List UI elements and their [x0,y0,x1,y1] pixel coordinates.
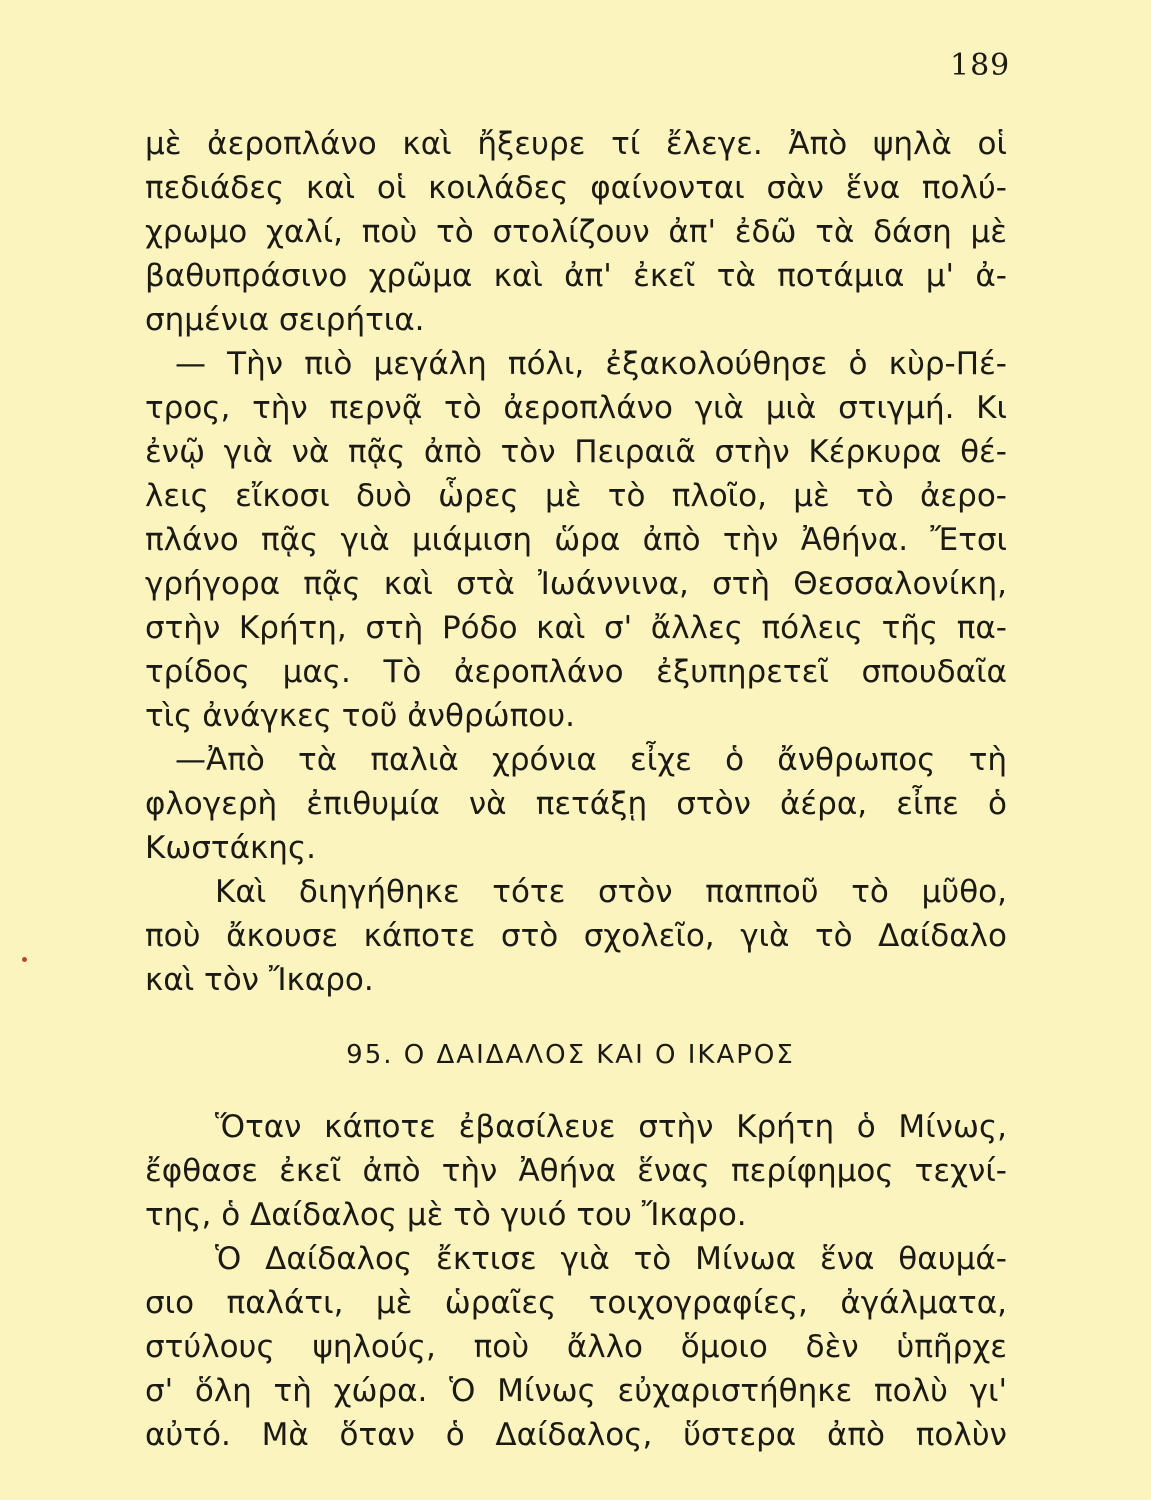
text-line: Ὁ Δαίδαλος ἔκτισε γιὰ τὸ Μίνωα ἕνα θαυμά- [215,1241,1007,1277]
text-line: καὶ τὸν Ἴκαρο. [145,962,374,998]
text-line: τρος, τὴν περνᾷ τὸ ἀεροπλάνο γιὰ μιὰ στιγμή. Κι [145,390,1007,426]
text-line: πεδιάδες καὶ οἱ κοιλάδες φαίνονται σὰν ἕνα πολύ- [145,170,1007,206]
text-line: ποὺ ἄκουσε κάποτε στὸ σχολεῖο, γιὰ τὸ Δαίδαλο [145,918,1007,954]
text-line: ἔφθασε ἐκεῖ ἀπὸ τὴν Ἀθήνα ἕνας περίφημος τεχνί- [145,1153,1007,1189]
text-line: βαθυπράσινο χρῶμα καὶ ἀπ' ἐκεῖ τὰ ποτάμια μ' ἀ- [145,258,1007,294]
text-line: πλάνο πᾷς γιὰ μιάμιση ὥρα ἀπὸ τὴν Ἀθήνα. Ἔτσι [145,522,1007,558]
text-line: αὐτό. Μὰ ὅταν ὁ Δαίδαλος, ὕστερα ἀπὸ πολὺν [145,1417,1007,1453]
text-line: σιο παλάτι, μὲ ὡραῖες τοιχογραφίες, ἀγάλματα, [145,1285,1007,1321]
text-line: στύλους ψηλούς, ποὺ ἄλλο ὅμοιο δὲν ὑπῆρχε [145,1329,1007,1365]
text-line: — Τὴν πιὸ μεγάλη πόλι, ἐξακολούθησε ὁ κὺρ-Πέ- [175,346,1007,382]
text-line: τρίδος μας. Τὸ ἀεροπλάνο ἐξυπηρετεῖ σπουδαῖα [145,654,1007,690]
text-line: τὶς ἀνάγκες τοῦ ἀνθρώπου. [145,698,576,734]
text-line: Ὅταν κάποτε ἐβασίλευε στὴν Κρήτη ὁ Μίνως, [215,1109,1007,1145]
text-line: μὲ ἀεροπλάνο καὶ ἤξευρε τί ἔλεγε. Ἀπὸ ψηλὰ οἱ [145,126,1007,162]
text-line: της, ὁ Δαίδαλος μὲ τὸ γυιό του Ἴκαρο. [145,1197,747,1233]
text-line: σημένια σειρήτια. [145,302,425,338]
text-line: γρήγορα πᾷς καὶ στὰ Ἰωάννινα, στὴ Θεσσαλονίκη, [145,566,1007,602]
ink-spot [22,957,27,962]
section-heading: 95. Ο ΔΑΙΔΑΛΟΣ ΚΑΙ Ο ΙΚΑΡΟΣ [346,1040,795,1070]
text-line: φλογερὴ ἐπιθυμία νὰ πετάξῃ στὸν ἀέρα, εἶπε ὁ [145,786,1007,822]
text-line: Καὶ διηγήθηκε τότε στὸν παπποῦ τὸ μῦθο, [215,874,1007,910]
text-line: Κωστάκης. [145,830,316,866]
text-line: ἐνῷ γιὰ νὰ πᾷς ἀπὸ τὸν Πειραιᾶ στὴν Κέρκυρα θέ- [145,434,1007,470]
text-line: στὴν Κρήτη, στὴ Ρόδο καὶ σ' ἄλλες πόλεις τῆς πα- [145,610,1007,646]
text-line: σ' ὅλη τὴ χώρα. Ὁ Μίνως εὐχαριστήθηκε πολὺ γι' [145,1373,1007,1409]
text-line: χρωμο χαλί, ποὺ τὸ στολίζουν ἀπ' ἐδῶ τὰ δάση μὲ [145,214,1007,250]
text-line: λεις εἴκοσι δυὸ ὧρες μὲ τὸ πλοῖο, μὲ τὸ ἀερο- [145,478,1007,514]
page-number: 189 [950,48,1011,83]
text-line: —Ἀπὸ τὰ παλιὰ χρόνια εἶχε ὁ ἄνθρωπος τὴ [175,742,1007,778]
